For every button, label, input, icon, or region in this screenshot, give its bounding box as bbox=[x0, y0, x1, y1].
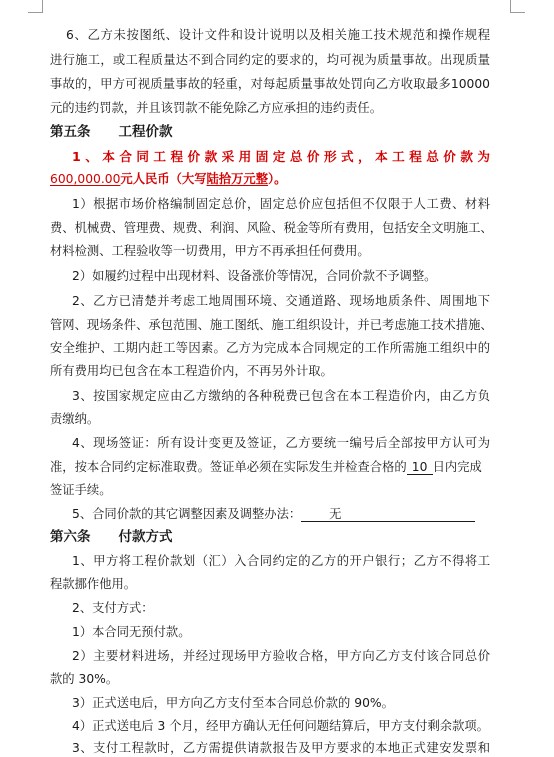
paragraph-line: 1、甲方将工程价款划（汇）入合同约定的乙方的开户银行；乙方不得将工 bbox=[72, 554, 490, 568]
paragraph-line: 款的 30%。 bbox=[50, 672, 119, 686]
paragraph-line: 4）正式送电后 3 个月，经甲方确认无任何问题结算后，甲方支付剩余款项。 bbox=[72, 719, 489, 733]
paragraph-line: 材料检测、工程验收等一切费用，甲方不再承担任何费用。 bbox=[50, 244, 370, 258]
page-corner-mark-left bbox=[28, 0, 43, 13]
contract-amount: 600,000.00 bbox=[50, 172, 121, 186]
paragraph-line: 3、支付工程款时，乙方需提供请款报告及甲方要求的本地正式建安发票和 bbox=[72, 741, 490, 755]
paragraph-line: 所有费用均已包含在本工程造价内，不再另外计取。 bbox=[50, 364, 333, 378]
paragraph-line: 费、机械费、管理费、规费、利润、风险、税金等所有费用，包括安全文明施工、 bbox=[50, 221, 493, 235]
paragraph-line: 5、合同价款的其它调整因素及调整办法： 无 bbox=[72, 506, 475, 522]
paragraph-line: 2、支付方式： bbox=[72, 601, 154, 615]
paragraph-line: 责缴纳。 bbox=[50, 412, 100, 426]
paragraph-line: 进行施工，或工程质量达不到合同约定的要求的，均可视为质量事故。出现质量 bbox=[50, 53, 490, 67]
paragraph-line: 2）如履约过程中出现材料、设备涨价等情况，合同价款不予调整。 bbox=[72, 269, 437, 283]
article-title: 工程价款 bbox=[118, 124, 173, 140]
paragraph-line: 签证手续。 bbox=[50, 483, 112, 497]
paragraph-line: 准，按本合同约定标准取费。签证单必须在实际发生并检查合格的 10 日内完成 bbox=[50, 460, 482, 474]
paragraph-line: 4、现场签证：所有设计变更及签证，乙方要统一编号后全部按甲方认可为 bbox=[72, 436, 490, 450]
paragraph-line: 事故的，甲方可视质量事故的轻重，对每起质量事故处罚向乙方收取最多10000 bbox=[50, 77, 490, 91]
article-number: 第六条 bbox=[50, 529, 91, 545]
price-clause-line: 1、本合同工程价款采用固定总价形式，本工程总价款为 bbox=[72, 149, 490, 164]
paragraph-line: 2、乙方已清楚并考虑工地周围环境、交通道路、现场地质条件、周围地下 bbox=[72, 294, 490, 308]
paragraph-line: 2）主要材料进场，并经过现场甲方验收合格，甲方向乙方支付该合同总价 bbox=[72, 649, 490, 663]
article-number: 第五条 bbox=[50, 124, 91, 140]
paragraph-line: 1）本合同无预付款。 bbox=[72, 625, 191, 639]
article-6-heading bbox=[50, 529, 173, 545]
article-5-heading bbox=[50, 124, 173, 140]
paragraph-line: 1）根据市场价格编制固定总价，固定总价应包括但不仅限于人工费、材料 bbox=[72, 197, 490, 211]
paragraph-line: 6、乙方未按图纸、设计文件和设计说明以及相关施工技术规范和操作规程 bbox=[66, 28, 490, 42]
paragraph-line: 管网、现场条件、承包范围、施工图纸、施工组织设计，并已考虑施工技术措施、 bbox=[50, 318, 493, 332]
paragraph-line: 程款挪作他用。 bbox=[50, 577, 137, 591]
price-clause-line: 600,000.00元人民币（大写陆拾万元整）。 bbox=[50, 172, 287, 186]
adjustment-method-field: 无 bbox=[301, 507, 475, 522]
paragraph-line: 3、按国家规定应由乙方缴纳的各种税费已包含在本工程造价内，由乙方负 bbox=[72, 389, 490, 403]
page-corner-mark-right bbox=[510, 0, 525, 13]
paragraph-line: 3）正式送电后，甲方向乙方支付至本合同总价款的 90%。 bbox=[72, 696, 394, 710]
paragraph-line: 元的违约罚款，并且该罚款不能免除乙方应承担的违约责任。 bbox=[50, 101, 383, 115]
days-field: 10 bbox=[407, 460, 433, 475]
paragraph-line: 安全维护、工期内赶工等因素。乙方为完成本合同规定的工作所需施工组织中的 bbox=[50, 341, 490, 355]
amount-in-words: 陆拾万元整 bbox=[206, 172, 269, 186]
article-title: 付款方式 bbox=[118, 529, 173, 545]
